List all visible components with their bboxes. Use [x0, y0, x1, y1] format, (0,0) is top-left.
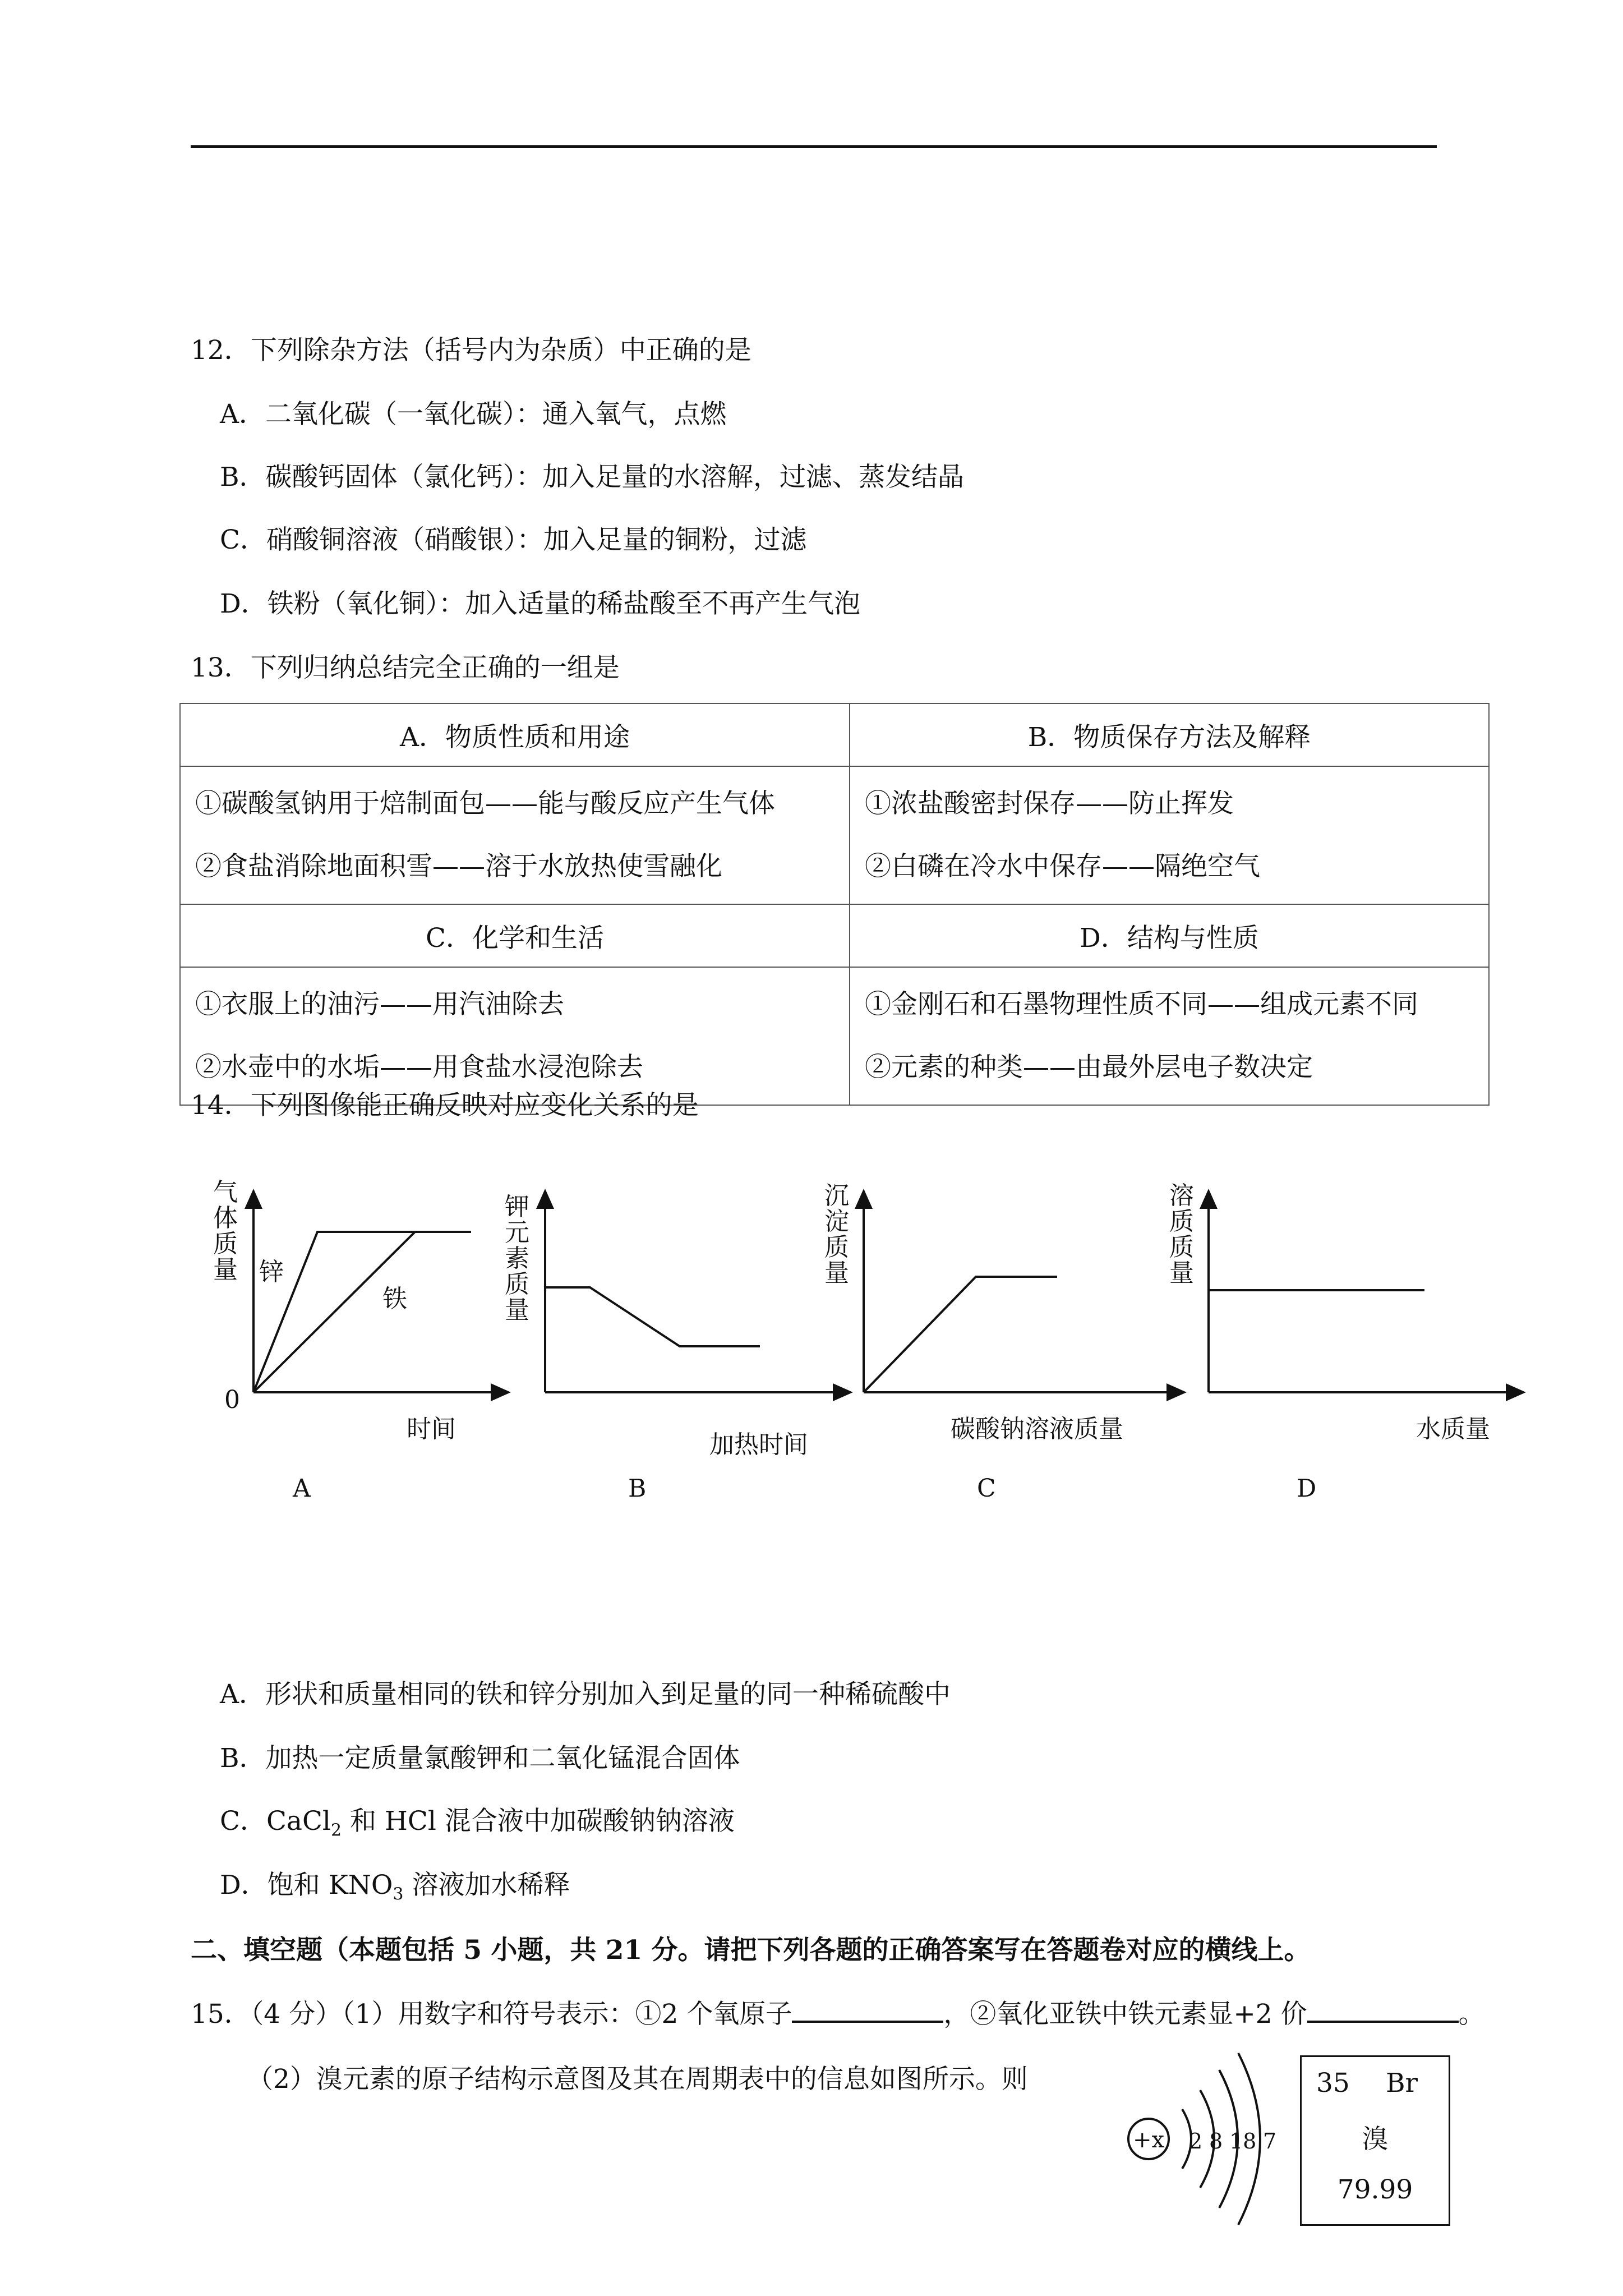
graph-b-letter: B [628, 1474, 647, 1503]
q15-line1 [191, 1998, 1485, 2031]
graph-a-ylabel-4: 量 [213, 1255, 238, 1284]
q13-a-item1: ①碳酸氢钠用于焙制面包——能与酸反应产生气体 [195, 788, 775, 819]
q14-option-d-sub: 3 [393, 1884, 404, 1904]
graph-a-iron-label: 铁 [382, 1285, 407, 1313]
graph-a-ylabel-2: 体 [213, 1204, 238, 1232]
atom-nucleus-charge: +x [1132, 2127, 1165, 2153]
q13-b-item2: ②白磷在冷水中保存——隔绝空气 [865, 851, 1260, 882]
graph-d-ylabel-3: 质 [1169, 1233, 1194, 1262]
graph-b-ylabel-1: 钾 [505, 1193, 529, 1221]
q15-line1-end: 。 [1458, 1999, 1485, 2030]
q14-option-d-text1: D．饱和 KNO [220, 1870, 393, 1901]
graph-b [505, 1193, 844, 1503]
q14-option-d-text2: 溶液加水稀释 [403, 1870, 570, 1901]
q13-b-item1: ①浓盐酸密封保存——防止挥发 [865, 788, 1234, 819]
q13-cell-c-body [180, 967, 850, 1105]
bromine-atom-diagram [1116, 2036, 1284, 2244]
graph-a-letter: A [293, 1474, 311, 1503]
q14-option-c[interactable] [220, 1805, 735, 1847]
header-rule [191, 145, 1437, 148]
element-atomic-number: 35 [1316, 2068, 1350, 2099]
q13-cell-c-head[interactable]: C．化学和生活 [180, 904, 850, 967]
q13-cell-d-body [850, 967, 1489, 1105]
q15-blank-1[interactable] [792, 1998, 943, 2023]
q14-option-a[interactable]: A．形状和质量相同的铁和锌分别加入到足量的同一种稀硫酸中 [220, 1679, 951, 1710]
q14-option-d[interactable] [220, 1869, 570, 1911]
q14-option-c-text2: 和 HCl 混合液中加碳酸钠钠溶液 [342, 1806, 735, 1837]
graph-d-ylabel-2: 质 [1169, 1207, 1194, 1236]
q14-option-c-text1: C．CaCl [220, 1806, 331, 1837]
graph-c-letter: C [977, 1474, 996, 1503]
graph-a-ylabel-1: 气 [213, 1178, 238, 1207]
graph-a-zinc-label: 锌 [259, 1258, 284, 1286]
graph-c-xlabel: 碳酸钠溶液质量 [951, 1415, 1123, 1443]
graph-c-ylabel-1: 沉 [824, 1181, 849, 1210]
section2-title: 二、填空题（本题包括 5 小题，共 21 分。请把下列各题的正确答案写在答题卷对应的横线上。 [191, 1935, 1311, 1966]
atom-shell-1-count: 2 [1189, 2129, 1203, 2154]
q12-option-c[interactable]: C．硝酸铜溶液（硝酸银）：加入足量的铜粉，过滤 [220, 524, 807, 555]
q15-part2-text: ，②氧化亚铁中铁元素显+2 价 [943, 1999, 1307, 2030]
q13-a-item2: ②食盐消除地面积雪——溶于水放热使雪融化 [195, 851, 722, 882]
q13-cell-b-head[interactable]: B．物质保存方法及解释 [850, 703, 1489, 766]
q13-cell-a-body [180, 766, 850, 904]
q15-part1-text: 15．（4 分）（1）用数字和符号表示：①2 个氧原子 [191, 1999, 792, 2030]
q12-option-a[interactable]: A．二氧化碳（一氧化碳）：通入氧气，点燃 [220, 399, 727, 430]
element-card [1300, 2055, 1450, 2226]
graph-a [213, 1178, 502, 1503]
graph-c-ylabel-3: 质 [824, 1233, 849, 1262]
graph-b-ylabel-2: 元 [505, 1218, 529, 1247]
q13-cell-a-head[interactable]: A．物质性质和用途 [180, 703, 850, 766]
q13-table [179, 703, 1490, 1106]
graph-b-ylabel-5: 量 [505, 1296, 529, 1324]
graph-a-origin: 0 [224, 1386, 240, 1414]
graph-d-ylabel-4: 量 [1169, 1259, 1194, 1287]
q13-c-item2: ②水壶中的水垢——用食盐水浸泡除去 [195, 1052, 643, 1083]
graph-a-xlabel: 时间 [407, 1415, 456, 1443]
element-symbol: Br [1386, 2068, 1418, 2099]
q12-option-b[interactable]: B．碳酸钙固体（氯化钙）：加入足量的水溶解，过滤、蒸发结晶 [220, 462, 965, 493]
q13-stem: 13．下列归纳总结完全正确的一组是 [191, 652, 620, 683]
graph-c [824, 1181, 1178, 1503]
q14-graphs [0, 1150, 1623, 1543]
element-atomic-mass: 79.99 [1337, 2174, 1413, 2205]
q13-c-item1: ①衣服上的油污——用汽油除去 [195, 989, 564, 1020]
atom-shell-3-count: 18 [1229, 2129, 1257, 2154]
q13-d-item1: ①金刚石和石墨物理性质不同——组成元素不同 [865, 989, 1418, 1020]
q14-option-c-sub: 2 [330, 1820, 342, 1841]
graph-c-ylabel-4: 量 [824, 1259, 849, 1287]
q14-stem: 14．下列图像能正确反映对应变化关系的是 [191, 1090, 699, 1121]
graph-d-letter: D [1297, 1474, 1317, 1503]
atom-shell-2-count: 8 [1209, 2129, 1223, 2154]
graph-a-zinc-line [253, 1232, 471, 1392]
graph-b-line [545, 1287, 760, 1346]
graph-a-ylabel-3: 质 [213, 1230, 238, 1258]
q13-cell-b-body [850, 766, 1489, 904]
graph-b-ylabel-4: 质 [505, 1270, 529, 1299]
graph-d-ylabel-1: 溶 [1169, 1181, 1194, 1210]
q14-option-b[interactable]: B．加热一定质量氯酸钾和二氧化锰混合固体 [220, 1743, 740, 1774]
q13-d-item2: ②元素的种类——由最外层电子数决定 [865, 1052, 1313, 1083]
q12-option-d[interactable]: D．铁粉（氧化铜）：加入适量的稀盐酸至不再产生气泡 [220, 588, 861, 619]
graph-c-ylabel-2: 淀 [824, 1207, 849, 1236]
q13-cell-d-head[interactable]: D．结构与性质 [850, 904, 1489, 967]
graph-b-xlabel: 加热时间 [709, 1430, 808, 1459]
q15-blank-2[interactable] [1307, 1998, 1459, 2023]
graph-c-line [864, 1277, 1057, 1392]
graph-d [1169, 1181, 1517, 1503]
element-name: 溴 [1362, 2124, 1389, 2155]
graph-d-xlabel: 水质量 [1416, 1415, 1490, 1443]
q15-line2: （2）溴元素的原子结构示意图及其在周期表中的信息如图所示。则 [247, 2064, 1028, 2095]
q12-stem: 12．下列除杂方法（括号内为杂质）中正确的是 [191, 335, 751, 366]
atom-shell-4-count: 7 [1263, 2129, 1277, 2154]
graph-b-ylabel-3: 素 [505, 1244, 529, 1273]
